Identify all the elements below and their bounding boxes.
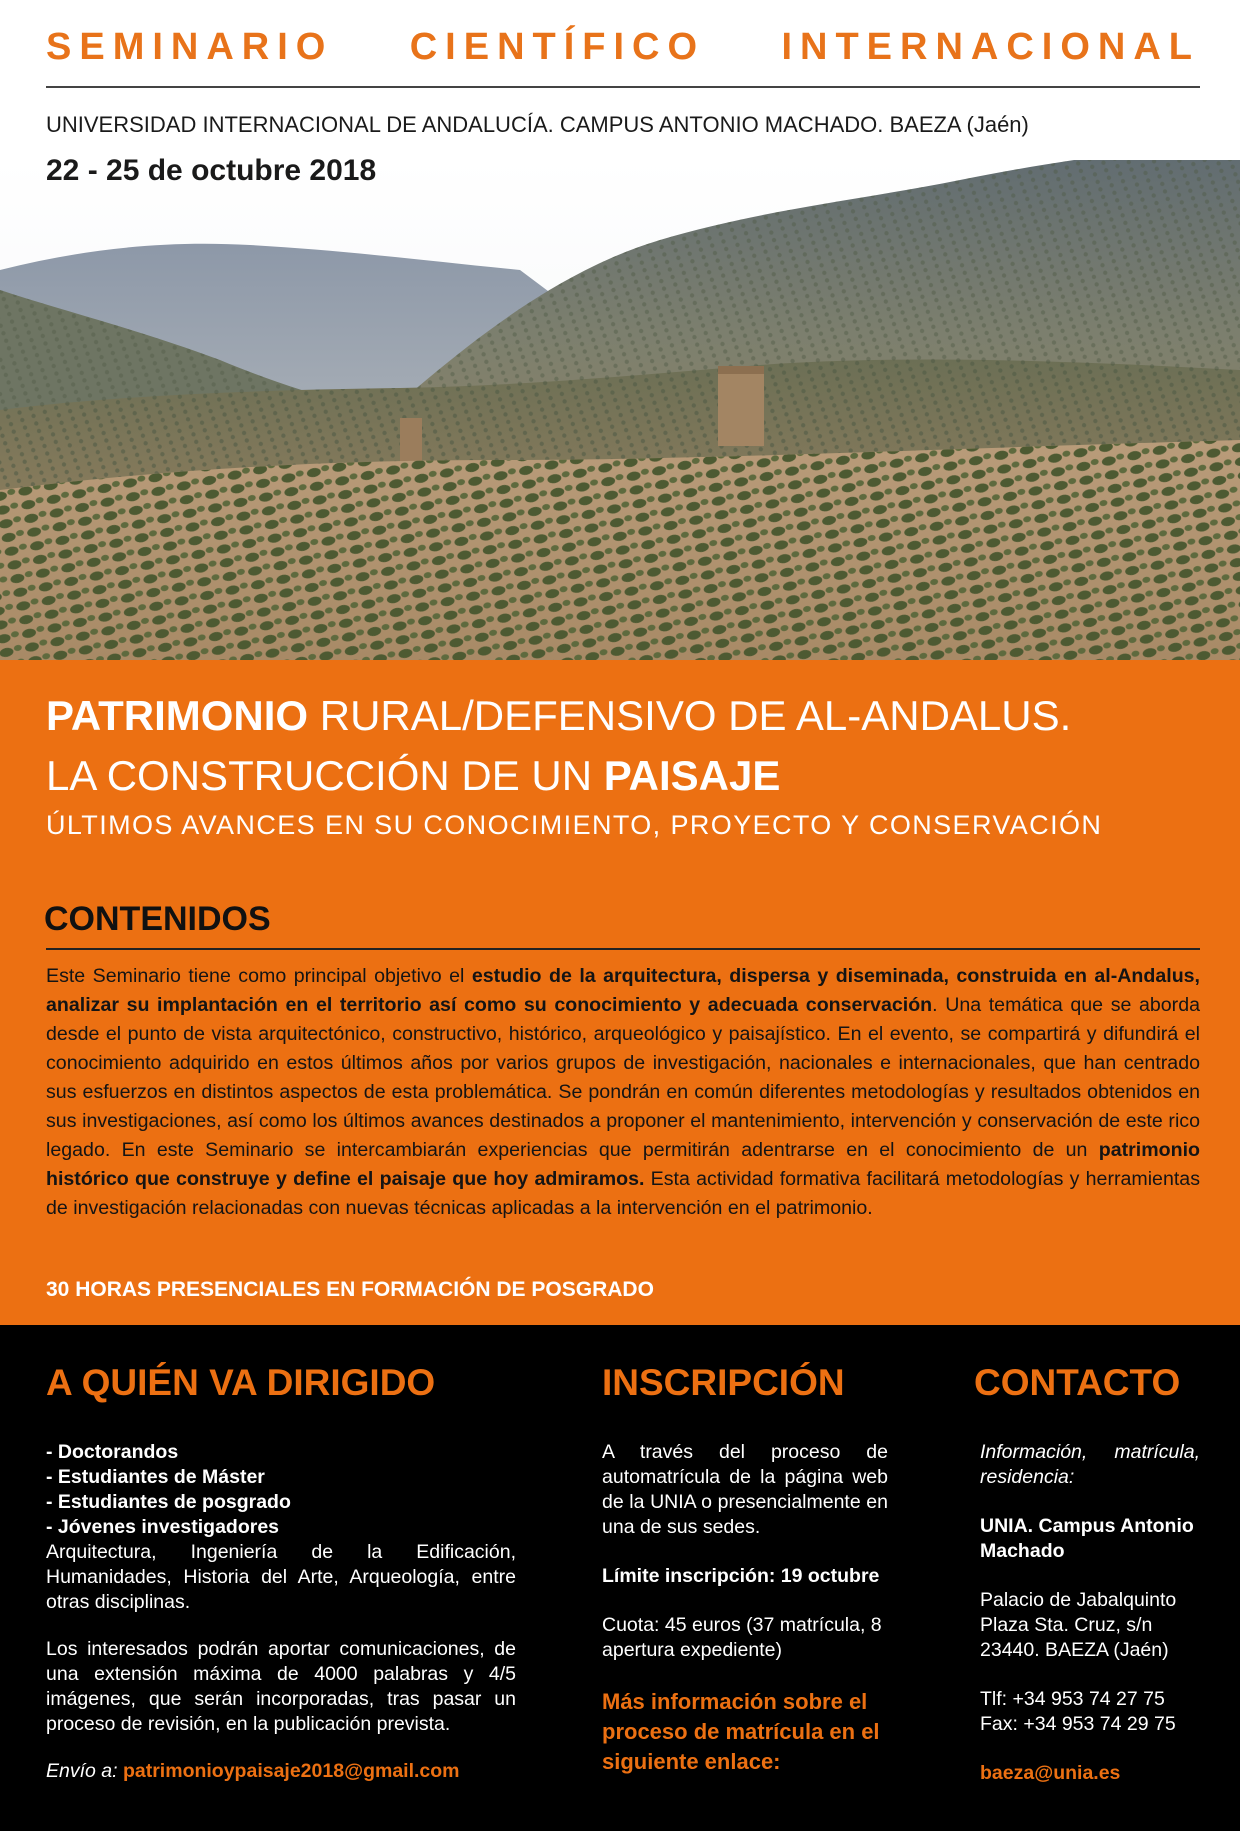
contacto-heading: CONTACTO (974, 1362, 1181, 1403)
header-title (46, 26, 1200, 69)
title-rest: RURAL/DEFENSIVO DE AL-ANDALUS. (308, 692, 1072, 739)
header-word: CIENTÍFICO (409, 26, 706, 68)
main-title-line2 (46, 752, 780, 800)
envio-line (46, 1759, 516, 1784)
landscape-photo (0, 160, 1240, 660)
submissions-text: Los interesados podrán aportar comunicaciones, de una extensión máxima de 4000 palabras y 4/5 imágenes, que serán incorporadas, tras pasar un proceso de revisión, en la publicación prevista. (46, 1638, 516, 1735)
registration-deadline: Límite inscripción: 19 octubre (602, 1565, 880, 1587)
main-title-line1 (46, 692, 1200, 740)
phone-number: Tlf: +34 953 74 27 75 (980, 1688, 1165, 1710)
header-word: SEMINARIO (46, 26, 334, 68)
address-line: 23440. BAEZA (Jaén) (980, 1639, 1169, 1661)
text-run: . Una temática que se aborda desde el punto de vista arquitectónico, constructivo, histórico, arqueológico y paisajístico. En el evento, se compartirá y difundirá el conocimiento adquirido en estos últimos años por varios grupos de investigación, nacionales e internacionales, que han centrado sus esfuerzos en distintos aspectos de esta problemática. Se pondrán en común diferentes metodologías y resultados obtenidos en sus investigaciones, así como los últimos avances destinados a proponer el mantenimiento, intervención y conservación de este rico legado. En este Seminario se intercambiarán experiencias que permitirán adentrarse en el conocimiento de un (46, 994, 1200, 1161)
hours-note: 30 HORAS PRESENCIALES EN FORMACIÓN DE POSGRADO (46, 1278, 654, 1301)
venue-text: UNIVERSIDAD INTERNACIONAL DE ANDALUCÍA. CAMPUS ANTONIO MACHADO. BAEZA (Jaén) (46, 112, 1029, 137)
address-line: Plaza Sta. Cruz, s/n (980, 1614, 1153, 1636)
contact-email-link[interactable]: baeza@unia.es (980, 1762, 1121, 1784)
title-rest: LA CONSTRUCCIÓN DE UN (46, 752, 604, 799)
text-run-bold: estudio de la arquitectura, dispersa y diseminada, construida en al-Andalus, analizar su implantación en el territorio así como su conocimiento y adecuada conservación (46, 965, 1200, 1016)
envio-email-link[interactable]: patrimonioypaisaje2018@gmail.com (122, 1760, 460, 1782)
fax-number: Fax: +34 953 74 29 75 (980, 1713, 1176, 1735)
inscripcion-heading: INSCRIPCIÓN (602, 1362, 845, 1403)
header-word: INTERNACIONAL (781, 26, 1200, 68)
disciplines-text: Arquitectura, Ingeniería de la Edificación, Humanidades, Historia del Arte, Arqueología, entre otras disciplinas. (46, 1541, 516, 1613)
dirigido-column (46, 1440, 516, 1784)
subtitle: ÚLTIMOS AVANCES EN SU CONOCIMIENTO, PROYECTO Y CONSERVACIÓN (46, 810, 1103, 840)
audience-item: - Doctorandos (46, 1441, 179, 1463)
contenidos-paragraph (46, 962, 1200, 1223)
text-run-bold: patrimonio histórico que construye y define el paisaje que hoy admiramos. (46, 1139, 1200, 1190)
dirigido-heading: A QUIÉN VA DIRIGIDO (46, 1362, 436, 1403)
contenidos-heading: CONTENIDOS (44, 900, 271, 938)
contenidos-divider (46, 948, 1200, 950)
audience-item: - Estudiantes de Máster (46, 1466, 265, 1488)
audience-item: - Jóvenes investigadores (46, 1516, 280, 1538)
title-bold-word: PATRIMONIO (46, 692, 309, 739)
more-info-link[interactable]: Más información sobre el proceso de matrícula en el siguiente enlace: (602, 1689, 880, 1774)
event-dates: 22 - 25 de octubre 2018 (46, 154, 377, 187)
fee-text: Cuota: 45 euros (37 matrícula, 8 apertura expediente) (602, 1614, 882, 1661)
audience-item: - Estudiantes de posgrado (46, 1491, 291, 1513)
text-run: Este Seminario tiene como principal objetivo el (46, 965, 472, 987)
title-bold-word: PAISAJE (603, 752, 781, 799)
campus-name: UNIA. Campus Antonio Machado (980, 1515, 1194, 1562)
header-divider (46, 86, 1200, 88)
address-line: Palacio de Jabalquinto (980, 1589, 1177, 1611)
inscripcion-column (602, 1440, 888, 1777)
registration-process-text: A través del proceso de automatrícula de la página web de la UNIA o presencialmente en una de sus sedes. (602, 1441, 888, 1538)
envio-label: Envío a: (46, 1760, 123, 1782)
contact-info-label: Información, matrícula, residencia: (980, 1441, 1200, 1488)
text-run: Esta actividad formativa facilitará metodologías y herramientas de investigación relacionadas con nuevas técnicas aplicadas a la intervención en el patrimonio. (46, 1168, 1200, 1219)
contacto-column (980, 1440, 1200, 1786)
